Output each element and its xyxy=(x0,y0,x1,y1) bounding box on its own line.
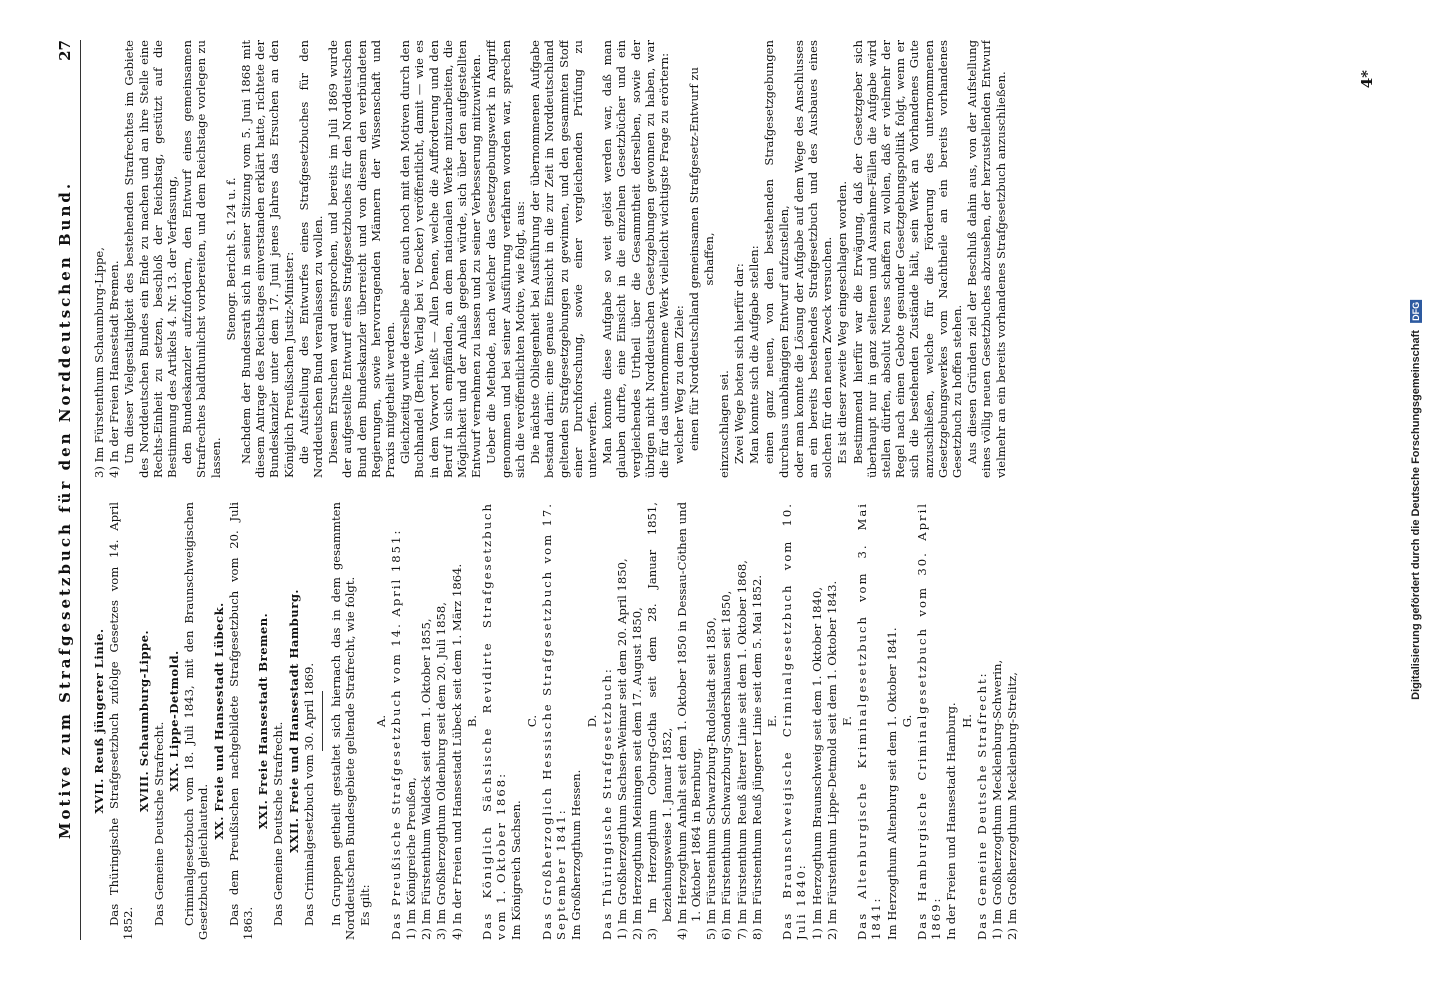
group-list xyxy=(885,502,899,940)
digitization-note xyxy=(1404,0,1428,1000)
section-body: Das Gemeine Deutsche Strafrecht. xyxy=(271,721,286,926)
list-item: 2) Im Fürstenthum Waldeck seit dem 1. Oktober 1855, xyxy=(419,618,434,940)
section-heading: XX. Freie und Hansestadt Lübeck. xyxy=(211,602,226,840)
paragraph: Ueber die Methode, nach welcher das Gesetzgebungswerk in Angriff genommen und bei seiner Ausführung verfahren worden war, sprechen sich die veröffentlichten Motive, wie folgt, aus: xyxy=(484,40,527,478)
section-heading: XXI. Freie Hansestadt Bremen. xyxy=(256,612,271,830)
digitization-note-text xyxy=(1410,300,1422,700)
group-list xyxy=(509,502,523,940)
group-title: Das Preußische Strafgesetzbuch vom 14. April 1851: xyxy=(388,528,403,940)
group-list xyxy=(990,502,1019,940)
list-item: 1) Im Großherzogthum Mecklenburg-Schwerin, xyxy=(989,659,1004,940)
group-title: Das Königlich Sächsische Revidirte Strafgesetzbuch vom 1. Oktober 1868: xyxy=(480,502,509,940)
groups-intro: In Gruppen getheilt gestaltet sich hiernach das in dem gesammten Norddeutschen Bundesgebiete geltende Strafrecht, wie folgt. xyxy=(329,502,358,940)
section-heading: XVII. Reuß jüngerer Linie. xyxy=(92,628,106,814)
list-item: 2) Im Herzogthum Meiningen seit dem 17. August 1850, xyxy=(630,607,645,940)
group-title: Das Hamburgische Criminalgesetzbuch vom 30. April 1869: xyxy=(914,502,944,940)
group-list xyxy=(404,502,464,940)
section-body: Das Gemeine Deutsche Strafrecht. xyxy=(151,721,166,926)
paragraph: Zwei Wege boten sich hierfür dar: xyxy=(731,263,746,464)
citation: Stenogr. Bericht S. 124 u. f. xyxy=(223,177,238,341)
paragraph: Es ist dieser zweite Weg eingeschlagen worden. xyxy=(835,180,850,464)
group-list xyxy=(810,502,839,940)
dfg-logo: DFG xyxy=(1411,302,1421,322)
group-letter: E. xyxy=(764,714,779,728)
paragraph: Bestimmend hierfür war die Erwägung, daß der Gesetzgeber sich überhaupt nur in ganz seltenen und Ausnahme-Fällen die Aufgabe wird stellen dürfen, absolut Neues schaffen zu wollen, daß er vielmehr der Regel nach einen Gebote gesunder Gesetzgebungspolitik folgt, wenn er sich die bestehenden Zustände hält, sein Werk an Vorhandenes Gute anzuschließen, welche für die Förderung des unternommenen Gesetzgebungswerkes vom Nachtheile an ein bereits vorhandenes Gesetzbuch zu hoffen stehen. xyxy=(850,40,964,478)
list-item: 8) Im Fürstenthum Reuß jüngerer Linie seit dem 5. Mai 1852. xyxy=(749,574,764,940)
list-item: Im Königreich Sachsen. xyxy=(509,800,524,940)
section-body: Das Criminalgesetzbuch vom 30. April 1869. xyxy=(301,662,316,926)
group-letter: D. xyxy=(584,714,599,728)
running-title: Motive zum Strafgesetzbuch für den Norddeutschen Bund. xyxy=(56,180,74,840)
section-body: Das Thüringische Strafgesetzbuch zufolge Gesetzes vom 14. April 1852. xyxy=(107,502,136,940)
paragraph: Aus diesen Gründen ziel der Beschluß dahin aus, von der Aufstellung eines völlig neuen Gesetzbuches abzusehen, der herzustellenden Entwurf vielmehr an ein bereits vorhandenes Strafgesetzbuch anzuschließen. xyxy=(965,40,1008,478)
section-body: Das dem Preußischen nachgebildete Strafgesetzbuch vom 20. Juli 1863. xyxy=(226,502,256,940)
signature-mark: 4* xyxy=(1357,70,1376,89)
section-heading: XXII. Freie und Hansestadt Hamburg. xyxy=(286,589,301,853)
divider xyxy=(322,691,323,751)
paragraph: Die nächste Obliegenheit bei Ausführung der übernommenen Aufgabe bestand darin: eine genaue Einsicht in die zur Zeit in Norddeutschland geltenden Strafgesetzgebungen zu gewinnen, und den gesammten Stoff einer Durchforschung, sowie einer vergleichenden Prüfung zu unterwerfen. xyxy=(528,40,599,478)
paragraph: einen für Norddeutschland gemeinsamen Strafgesetz-Entwurf zu schaffen, xyxy=(687,67,716,452)
section-heading: XVIII. Schaumburg-Lippe. xyxy=(136,629,151,813)
list-item: Im Herzogthum Altenburg seit dem 1. Oktober 1841. xyxy=(884,627,899,940)
group-list xyxy=(615,502,764,940)
list-item: Im Großherzogthum Hessen. xyxy=(569,769,584,940)
running-head xyxy=(58,40,81,940)
group-letter: B. xyxy=(464,714,479,728)
list-item: 4) In der Freien und Hansestadt Lübeck seit dem 1. März 1864. xyxy=(449,563,464,940)
list-item: 3) Im Großherzogthum Oldenburg seit dem 20. Juli 1858, xyxy=(434,602,449,940)
list-item: 4) Im Herzogthum Anhalt seit dem 1. Oktober 1850 in Dessau-Cöthen und 1. Oktober 1864 in Bernburg, xyxy=(674,502,703,940)
section-heading: XIX. Lippe-Detmold. xyxy=(167,650,182,792)
list-item: 7) Im Fürstenthum Reuß älterer Linie seit dem 1. Oktober 1868, xyxy=(734,560,749,940)
group-title: Das Großherzoglich Hessische Strafgesetzbuch vom 17. September 1841: xyxy=(539,502,569,940)
text-columns xyxy=(92,40,1342,940)
list-item: 5) Im Fürstenthum Schwarzburg-Rudolstadt seit 1850, xyxy=(704,617,719,940)
list-item: 6) Im Fürstenthum Schwarzburg-Sondershausen seit 1850, xyxy=(719,590,734,940)
list-item: 3) Im Fürstenthum Schaumburg-Lippe, xyxy=(92,247,106,478)
paragraph: Um dieser Vielgestaltigkeit des bestehenden Strafrechtes im Gebiete des Norddeutschen Bundes ein Ende zu machen und an ihre Stelle eine Rechts-Einheit zu setzen, beschloß der Reichstag, gestützt auf die Bestimmung des Artikels 4. Nr. 13. der Verfassung, xyxy=(122,40,180,478)
paragraph: einen ganz neuen, von den bestehenden Strafgesetzgebungen durchaus unabhängigen Entwurf aufzustellen, xyxy=(762,40,791,478)
list-item: In der Freien und Hansestadt Hamburg. xyxy=(944,702,959,940)
group-list xyxy=(569,502,583,940)
list-item: 3) Im Herzogthum Coburg-Gotha seit dem 28. Januar 1851, beziehungsweise 1. Januar 1852, xyxy=(645,502,674,940)
section-body: Criminalgesetzbuch vom 18. Juli 1843, mit den Braunschweigischen Gesetzbuch gleichlautend. xyxy=(182,502,211,940)
paragraph: oder man konnte die Lösung der Aufgabe auf dem Wege des Anschlusses an ein bereits bestehendes Strafgesetzbuch und des Ausbaues eines solchen für den neuen Zweck versuchen. xyxy=(791,40,835,478)
paragraph: einzuschlagen sei. xyxy=(716,370,731,478)
list-item: 1) Im Herzogthum Braunschweig seit dem 1. Oktober 1840, xyxy=(809,587,824,940)
right-column xyxy=(92,40,1342,478)
paragraph: Diesem Ersuchen ward entsprochen, und bereits im Juli 1869 wurde der aufgestellte Entwurf eines Strafgesetzbuches für den Norddeutschen Bund dem Bundeskanzler überreicht und von diesem den verbündeten Regierungen, sowie hervorragenden Männern der Wissenschaft und Praxis mitgetheilt werden. xyxy=(326,40,398,478)
group-title: Das Braunschweigische Criminalgesetzbuch vom 10. Juli 1840: xyxy=(780,502,809,940)
group-list xyxy=(944,502,958,940)
group-title: Das Altenburgische Kriminalgesetzbuch vom 3. Mai 1841: xyxy=(855,502,884,940)
group-title: Das Gemeine Deutsche Strafrecht: xyxy=(974,671,989,940)
group-letter: C. xyxy=(524,714,539,728)
paragraph: Nachdem der Bundesrath sich in seiner Sitzung vom 5. Juni 1868 mit diesem Antrage des Reichstages einverstanden erklärt hatte, richtete der Bundeskanzler unter dem 17. Juni jenes Jahres das Ersuchen an den Königlich Preußischen Justiz-Minister: xyxy=(239,40,296,478)
continued-list xyxy=(92,40,121,478)
group-title: Das Thüringische Strafgesetzbuch: xyxy=(599,667,614,940)
group-letter: G. xyxy=(899,714,914,728)
page-number: 27 xyxy=(56,40,74,61)
group-letter: F. xyxy=(839,716,854,726)
paragraph: die Aufstellung des Entwurfes eines Strafgesetzbuches für den Norddeutschen Bund veranlassen zu wollen. xyxy=(296,40,326,478)
paragraph: welcher Weg zu dem Ziele: xyxy=(672,305,687,464)
list-item: 2) Im Großherzogthum Mecklenburg-Strelitz, xyxy=(1005,672,1020,940)
paragraph: Man konnte diese Aufgabe so weit gelöst werden war, daß man glauben durfte, eine Einsicht in die einzelnen Gesetzbücher und ein vergleichendes Urtheil über die Gesammtheit derselben, sowie der übrigen nicht Norddeutschen Gesetzgebungen gewonnen zu haben, war die für das unternommene Werk vielleicht wichtigste Frage zu erörtern: xyxy=(600,40,671,478)
paragraph: Gleichzeitig wurde derselbe aber auch noch mit den Motiven durch den Buchhandel (Berlin, Verlag bei v. Decker) veröffentlicht, damit — wie es in dem Vorwort heißt — Allen Denen, welche die Aufforderung und den Beruf in sich empfänden, an dem nationalen Werke mitzuarbeiten, die Möglichkeit und der Anlaß gegeben würde, sich über den aufgestellten Entwurf vernehmen zu lassen und zu seiner Verbesserung mitzuwirken. xyxy=(398,40,484,478)
left-column xyxy=(92,502,1342,940)
list-item: 2) Im Fürstenthum Lippe-Detmold seit dem 1. Oktober 1843. xyxy=(824,580,839,940)
list-item: 1) Im Großherzogthum Sachsen-Weimar seit dem 20. April 1850, xyxy=(614,558,629,940)
digitization-note-label: Digitalisierung gefördert durch die Deutsche Forschungsgemeinschaft xyxy=(1410,330,1422,700)
paragraph: den Bundeskanzler aufzufordern, den Entwurf eines gemeinsamen Strafrechtes baldthunlichst vorbereiten, und dem Reichstage vorlegen zu lassen. xyxy=(180,40,223,478)
paragraph: Man konnte sich die Aufgabe stellen: xyxy=(747,245,762,464)
es-gilt: Es gilt: xyxy=(358,884,373,926)
group-letter: H. xyxy=(959,714,974,728)
group-letter: A. xyxy=(373,714,388,728)
list-item: 4) In der Freien Hansestadt Bremen. xyxy=(107,260,122,478)
list-item: 1) Im Königreiche Preußen, xyxy=(404,777,419,940)
